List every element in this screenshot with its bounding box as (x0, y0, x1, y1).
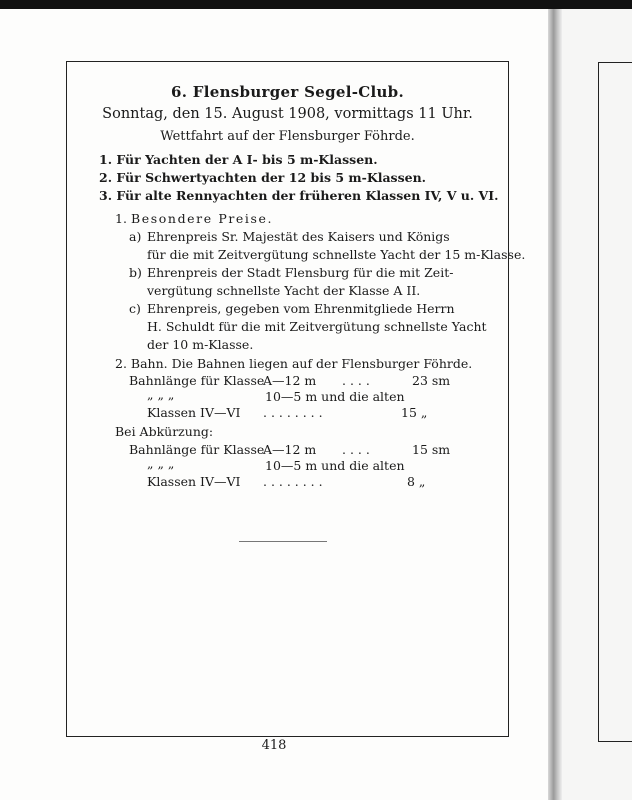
race-date: Sonntag, den 15. August 1908, vormittags 11 Uhr. (102, 106, 473, 122)
course-class-10-5: 10—5 m und die alten (265, 389, 405, 404)
course-intro: 2. Bahn. Die Bahnen liegen auf der Flensburger Föhrde. (115, 356, 473, 371)
section-divider (239, 541, 327, 542)
text-frame (66, 61, 526, 737)
short-dots: . . . . (342, 442, 370, 457)
prizes-heading: Besondere Preise. (131, 211, 274, 226)
prize-a-label: a) (129, 229, 142, 244)
prize-b-label: b) (129, 265, 142, 280)
ditto-marks: „ „ „ (147, 387, 175, 402)
prize-c-line-2: H. Schuldt für die mit Zeitvergütung schnellste Yacht (147, 319, 487, 334)
facing-page-frame (598, 62, 632, 742)
short-old-classes: Klassen IV—VI (147, 474, 241, 489)
short-value-8: 8 „ (407, 474, 426, 489)
prize-b-line-2: vergütung schnellste Yacht der Klasse A II. (147, 283, 421, 298)
scan-top-edge (0, 0, 632, 9)
short-class-a12: A—12 m (263, 442, 317, 457)
prizes-heading-number: 1. (115, 211, 127, 226)
page-number: 418 (261, 738, 287, 753)
course-dots: . . . . (342, 373, 370, 388)
book-gutter (548, 9, 562, 800)
prize-c-line-1: Ehrenpreis, gegeben vom Ehrenmitgliede Herrn (147, 301, 455, 316)
prize-c-label: c) (129, 301, 141, 316)
shortened-label: Bei Abkürzung: (115, 424, 214, 439)
course-dots-long: . . . . . . . . (263, 405, 323, 420)
short-dots-long: . . . . . . . . (263, 474, 323, 489)
short-ditto-marks: „ „ „ (147, 456, 175, 471)
course-old-classes: Klassen IV—VI (147, 405, 241, 420)
prize-c-line-3: der 10 m-Klasse. (147, 337, 254, 352)
class-item-1: 1. Für Yachten der A I- bis 5 m-Klassen. (99, 152, 378, 167)
race-venue: Wettfahrt auf der Flensburger Föhrde. (160, 129, 415, 144)
short-class-10-5: 10—5 m und die alten (265, 458, 405, 473)
short-length-label: Bahnlänge für Klasse (129, 442, 265, 457)
short-value-15: 15 sm (412, 442, 451, 457)
prize-a-line-2: für die mit Zeitvergütung schnellste Yacht der 15 m-Klasse. (147, 247, 526, 262)
class-item-2: 2. Für Schwertyachten der 12 bis 5 m-Klassen. (99, 170, 427, 185)
course-value-23: 23 sm (412, 373, 451, 388)
prize-b-line-1: Ehrenpreis der Stadt Flensburg für die mit Zeit- (147, 265, 454, 280)
course-class-a12: A—12 m (263, 373, 317, 388)
club-title: 6. Flensburger Segel-Club. (171, 83, 404, 101)
class-item-3: 3. Für alte Rennyachten der früheren Klassen IV, V u. VI. (99, 188, 499, 203)
prize-a-line-1: Ehrenpreis Sr. Majestät des Kaisers und Königs (147, 229, 450, 244)
course-length-label: Bahnlänge für Klasse (129, 373, 265, 388)
course-value-15: 15 „ (401, 405, 428, 420)
